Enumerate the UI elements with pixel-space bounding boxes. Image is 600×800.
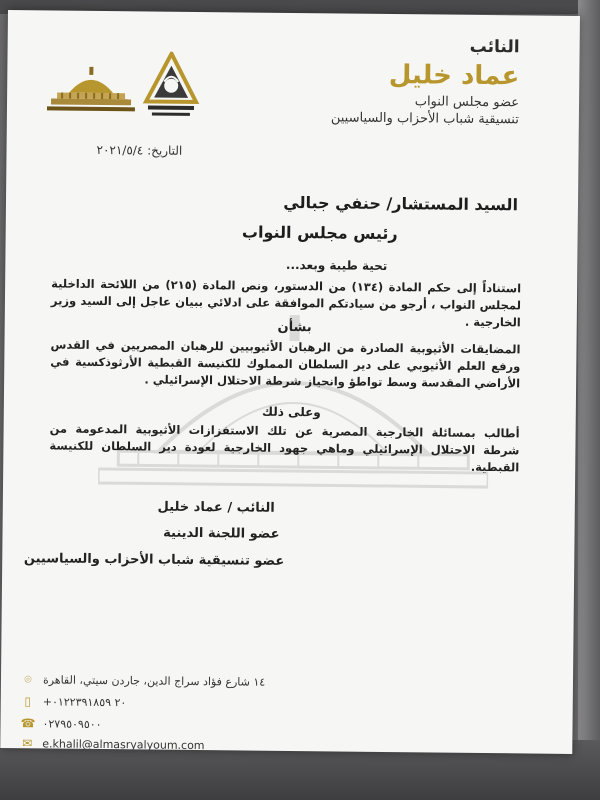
- letter-date: التاريخ: ٢٠٢١/٥/٤: [96, 142, 183, 158]
- greeting: تحية طيبة وبعد...: [285, 257, 388, 273]
- coordination-emblem-icon: [142, 51, 201, 122]
- addressee-title: رئيس مجلس النواب: [241, 222, 398, 244]
- footer-address-text: ١٤ شارع فؤاد سراج الدين، جاردن سيتي، القاهرة: [42, 672, 266, 689]
- demand-paragraph: أطالب بمسائلة الخارجية المصرية عن تلك الاستفزازات الأثيوبية المدعومة من شرطة الاحتلال الإسرائيلي وماهي جهود الخارجية لعودة دير السلطان للكنيسة القبطية.: [49, 421, 520, 475]
- footer-address: [21, 672, 281, 689]
- signature-affiliation: عضو تنسيقية شباب الأحزاب والسياسيين: [23, 551, 285, 569]
- mobile-phone-icon: ▯: [24, 694, 32, 709]
- signature-name: النائب / عماد خليل: [157, 499, 275, 516]
- footer-mobile-text: +٢٠ ٠١٢٢٣٩١٨٥٩: [42, 694, 127, 709]
- footer-email-text: e.khalil@almasryalyoum.com: [42, 736, 205, 752]
- subject-heading: بشأن: [277, 319, 312, 336]
- sender-role: عضو مجلس النواب: [414, 94, 520, 111]
- sender-title: النائب: [469, 36, 520, 58]
- footer-phone: [20, 716, 280, 733]
- request-paragraph: استناداً إلى حكم المادة (١٣٤) من الدستور، ونص المادة (٢١٥) من اللائحة الداخلية لمجلس النواب ، أرجو من سيادتكم الموافقة على ادلائي ببيان عاجل إلى السيد وزير الخارجية .: [50, 276, 522, 330]
- parliament-logo-icon: [47, 62, 136, 115]
- background-right: [578, 0, 600, 800]
- email-icon: ✉: [22, 736, 33, 751]
- subject-paragraph: المضايقات الأثيوبية الصادرة من الرهبان الأثيوبيين للرهبان المصريين في القدس ورفع العلم الأثيوبي على دير السلطان المملوك للكنيسة القبطية الأرثوذكسية في الأراضي المقدسة وسط تواطؤ وانحياز شرطة الاحتلال الإسرائيلي .: [50, 337, 521, 391]
- telephone-icon: ☎: [20, 716, 36, 731]
- conclusion-heading: وعلى ذلك: [262, 404, 321, 420]
- letter-page: [0, 10, 580, 754]
- addressee-name: السيد المستشار/ حنفي جبالي: [283, 192, 519, 215]
- footer-phone-text: ٠٢٧٩٥٠٩٥٠٠: [42, 716, 102, 731]
- signature-committee: عضو اللجنة الدينية: [163, 525, 280, 542]
- footer-mobile: [21, 694, 281, 711]
- sender-name: عماد خليل: [388, 59, 520, 92]
- sender-affiliation: تنسيقية شباب الأحزاب والسياسيين: [330, 110, 519, 128]
- location-pin-icon: ⌾: [24, 672, 32, 687]
